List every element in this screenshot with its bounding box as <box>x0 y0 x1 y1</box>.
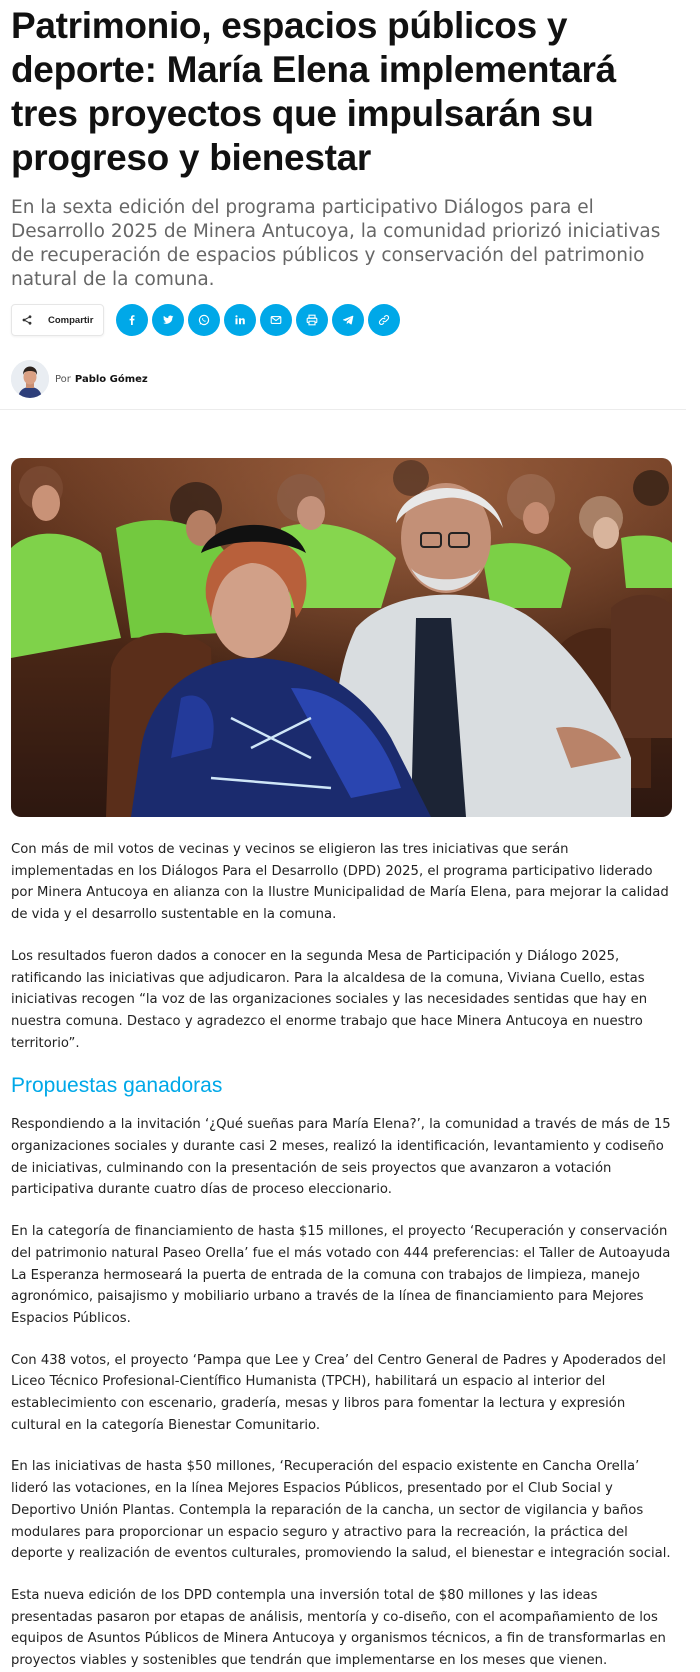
email-icon <box>269 313 283 327</box>
telegram-icon <box>341 313 355 327</box>
share-whatsapp-button[interactable] <box>188 304 220 336</box>
hero-image <box>11 458 672 817</box>
avatar-image <box>11 360 49 398</box>
paragraph: En las iniciativas de hasta $50 millones, ‘Recuperación del espacio existente en Cancha Orella’ lideró las votaciones, en la línea Mejores Espacios Públicos, presentado por el Club Social y Deportivo Unión Plantas. Contempla la reparación de la cancha, un sector de vigilancia y baños modulares para proporcionar un espacio seguro y atractivo para la recreación, la práctica del deporte y realización de eventos culturales, promoviendo la salud, el bienestar e integración social. <box>11 1459 671 1562</box>
article-body <box>0 839 682 1672</box>
share-email-button[interactable] <box>260 304 292 336</box>
share-button[interactable] <box>11 304 104 336</box>
header-divider <box>0 409 686 410</box>
paragraph: Con 438 votos, el proyecto ‘Pampa que Lee y Crea’ del Centro General de Padres y Apoderados del Liceo Técnico Profesional-Científico Humanista (TPCH), habilitará un espacio al interior del establecimiento con escenario, gradería, mesas y libros para fomentar la lectura y expresión cultural en la categoría Bienestar Comunitario. <box>11 1352 666 1433</box>
facebook-icon <box>125 313 139 327</box>
article-header <box>0 0 700 399</box>
hero-photo <box>11 458 672 817</box>
paragraph: Respondiendo a la invitación ‘¿Qué sueñas para María Elena?’, la comunidad a través de más de 15 organizaciones sociales y durante casi 2 meses, realizó la identificación, levantamiento y codiseño de iniciativas, culminando con la presentación de seis proyectos que avanzaron a votación participativa durante cuatro días de proceso eleccionario. <box>11 1117 671 1198</box>
print-icon <box>305 313 319 327</box>
copy-link-button[interactable] <box>368 304 400 336</box>
paragraph: Los resultados fueron dados a conocer en la segunda Mesa de Participación y Diálogo 2025, ratificando las iniciativas que adjudicaron. Para la alcaldesa de la comuna, Viviana Cuello, estas iniciativas recogen “la voz de las organizaciones sociales y las necesidades sentidas que hay en nuestra comuna. Destaco y agradezco el enorme trabajo que hace Minera Antucoya en nuestro territorio”. <box>11 948 648 1051</box>
copy-link-icon <box>377 313 391 327</box>
whatsapp-icon <box>197 313 211 327</box>
author-name[interactable]: Pablo Gómez <box>74 373 148 385</box>
article-title: Patrimonio, espacios públicos y deporte: María Elena implementará tres proyectos que impulsarán su progreso y bienestar <box>11 5 616 178</box>
section-heading: Propuestas ganadoras <box>11 1074 223 1098</box>
author-prefix: Por <box>55 373 71 385</box>
share-linkedin-button[interactable] <box>224 304 256 336</box>
twitter-icon <box>161 313 175 327</box>
paragraph: Esta nueva edición de los DPD contempla una inversión total de $80 millones y las ideas presentadas pasaron por etapas de análisis, mentoría y co-diseño, con el acompañamiento de los equipos de Asuntos Públicos de Minera Antucoya y organismos técnicos, a fin de transformarlas en proyectos viables y sostenibles que tendrán que implementarse en los meses que vienen. <box>11 1587 666 1669</box>
linkedin-icon <box>233 313 247 327</box>
share-print-button[interactable] <box>296 304 328 336</box>
paragraph: Con más de mil votos de vecinas y vecinos se eligieron las tres iniciativas que serán implementadas en los Diálogos Para el Desarrollo (DPD) 2025, el programa participativo liderado por Minera Antucoya en alianza con la Ilustre Municipalidad de María Elena, para mejorar la calidad de vida y el desarrollo sustentable en la comuna. <box>11 842 669 923</box>
author-avatar[interactable] <box>11 360 49 398</box>
author-byline <box>11 359 689 399</box>
share-twitter-button[interactable] <box>152 304 184 336</box>
share-label: Compartir <box>48 314 94 326</box>
share-bar <box>11 304 689 336</box>
paragraph: En la categoría de financiamiento de hasta $15 millones, el proyecto ‘Recuperación y conservación del patrimonio natural Paseo Orella’ fue el más votado con 444 preferencias: el Taller de Autoayuda La Esperanza hermoseará la puerta de entrada de la comuna con trabajos de limpieza, manejo agronómico, paisajismo y mobiliario urbano a través de la línea de financiamiento para Mejores Espacios Públicos. <box>11 1224 671 1326</box>
article-subtitle: En la sexta edición del programa participativo Diálogos para el Desarrollo 2025 de Minera Antucoya, la comunidad priorizó iniciativas de recuperación de espacios públicos y conservación del patrimonio natural de la comuna. <box>11 197 661 290</box>
share-telegram-button[interactable] <box>332 304 364 336</box>
share-icon <box>22 315 32 325</box>
share-facebook-button[interactable] <box>116 304 148 336</box>
